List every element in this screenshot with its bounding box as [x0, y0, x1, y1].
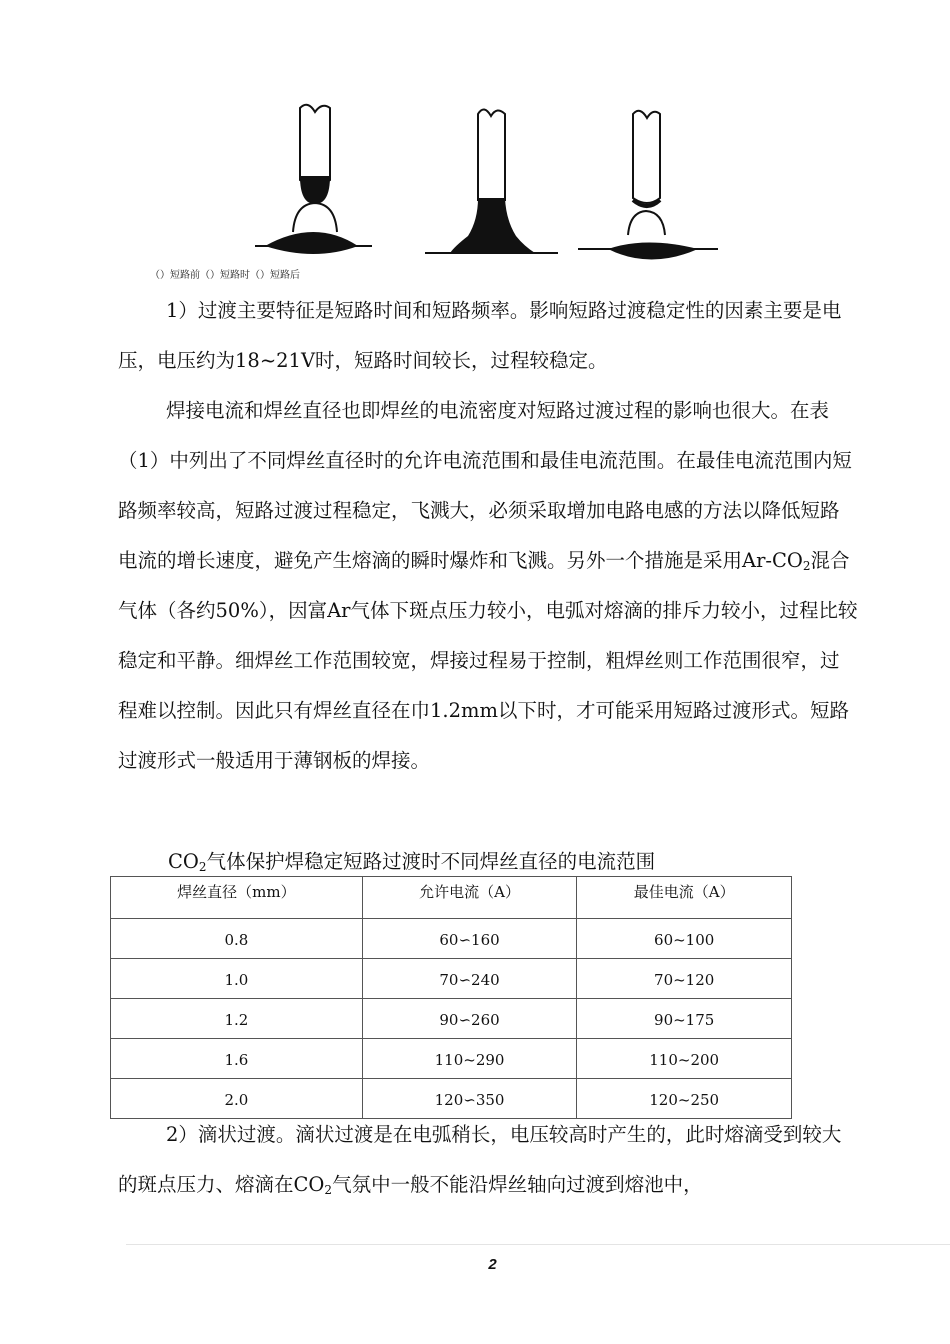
table-cell: 110~200 [577, 1039, 792, 1079]
stage-before-short-circuit [255, 105, 372, 254]
table-title-text: CO [168, 850, 199, 873]
table-cell: 60∽160 [362, 919, 577, 959]
table-row [111, 1039, 792, 1079]
header-optimal-current: 最佳电流（A） [577, 877, 792, 919]
header-allowed-current: 允许电流（A） [362, 877, 577, 919]
page-number: 2 [488, 1256, 497, 1273]
table-cell: 120~250 [577, 1079, 792, 1119]
table-header-row [111, 877, 792, 919]
paragraph-text: 混合气体（各约50%），因富Ar气体下斑点压力较小，电弧对熔滴的排斥力较小，过程比较稳定和平静。细焊丝工作范围较宽，焊接过程易于控制，粗焊丝则工作范围很窄，过程难以控制。因此只有焊丝直径在巾1.2mm以下时，才可能采用短路过渡形式。短路过渡形式一般适用于薄钢板的焊接。 [118, 549, 858, 772]
table-cell: 110~290 [362, 1039, 577, 1079]
table-row [111, 959, 792, 999]
table-row [111, 999, 792, 1039]
table-cell: 90~175 [577, 999, 792, 1039]
stage-during-short-circuit [425, 109, 558, 253]
table-cell: 1.6 [111, 1039, 363, 1079]
table-cell: 70∽240 [362, 959, 577, 999]
table-cell: 0.8 [111, 919, 363, 959]
table-cell: 60~100 [577, 919, 792, 959]
table-row [111, 919, 792, 959]
stage-after-short-circuit [578, 111, 718, 260]
table-title [168, 849, 655, 875]
table-cell: 70~120 [577, 959, 792, 999]
paragraph-text: 气氛中一般不能沿焊丝轴向过渡到熔池中， [332, 1173, 703, 1196]
table-cell: 1.0 [111, 959, 363, 999]
table-cell: 90∽260 [362, 999, 577, 1039]
short-circuit-transfer-figure [150, 100, 750, 280]
current-range-table [110, 876, 792, 1119]
subscript: 2 [324, 1183, 333, 1197]
paragraph-text: 焊接电流和焊丝直径也即焊丝的电流密度对短路过渡过程的影响也很大。在表（1）中列出了不同焊丝直径时的允许电流范围和最佳电流范围。在最佳电流范围内短路频率较高，短路过渡过程稳定，飞溅大，必须采取增加电路电感的方法以降低短路电流的增长速度，避免产生熔滴的瞬时爆炸和飞溅。另外一个措施是采用Ar-CO [118, 399, 852, 572]
paragraph-globular-transfer [118, 1110, 858, 1210]
figure-caption: （）短路前（）短路时（）短路后 [150, 270, 300, 281]
subscript: 2 [802, 559, 811, 573]
subscript: 2 [198, 860, 207, 874]
table-cell: 1.2 [111, 999, 363, 1039]
table-cell: 2.0 [111, 1079, 363, 1119]
paragraph-text: 2）滴状过渡。滴状过渡是在电弧稍长，电压较高时产生的，此时熔滴受到较大的斑点压力、熔滴在CO [118, 1123, 842, 1196]
table-title-text: 气体保护焊稳定短路过渡时不同焊丝直径的电流范围 [206, 850, 656, 873]
paragraph-short-circuit-features: 1）过渡主要特征是短路时间和短路频率。影响短路过渡稳定性的因素主要是电压，电压约为18~21V时，短路时间较长，过程较稳定。 [118, 299, 842, 372]
table-cell: 120∽350 [362, 1079, 577, 1119]
header-wire-diameter: 焊丝直径（mm） [111, 877, 363, 919]
paragraph-current-density [118, 386, 858, 786]
footer-divider [126, 1244, 950, 1245]
